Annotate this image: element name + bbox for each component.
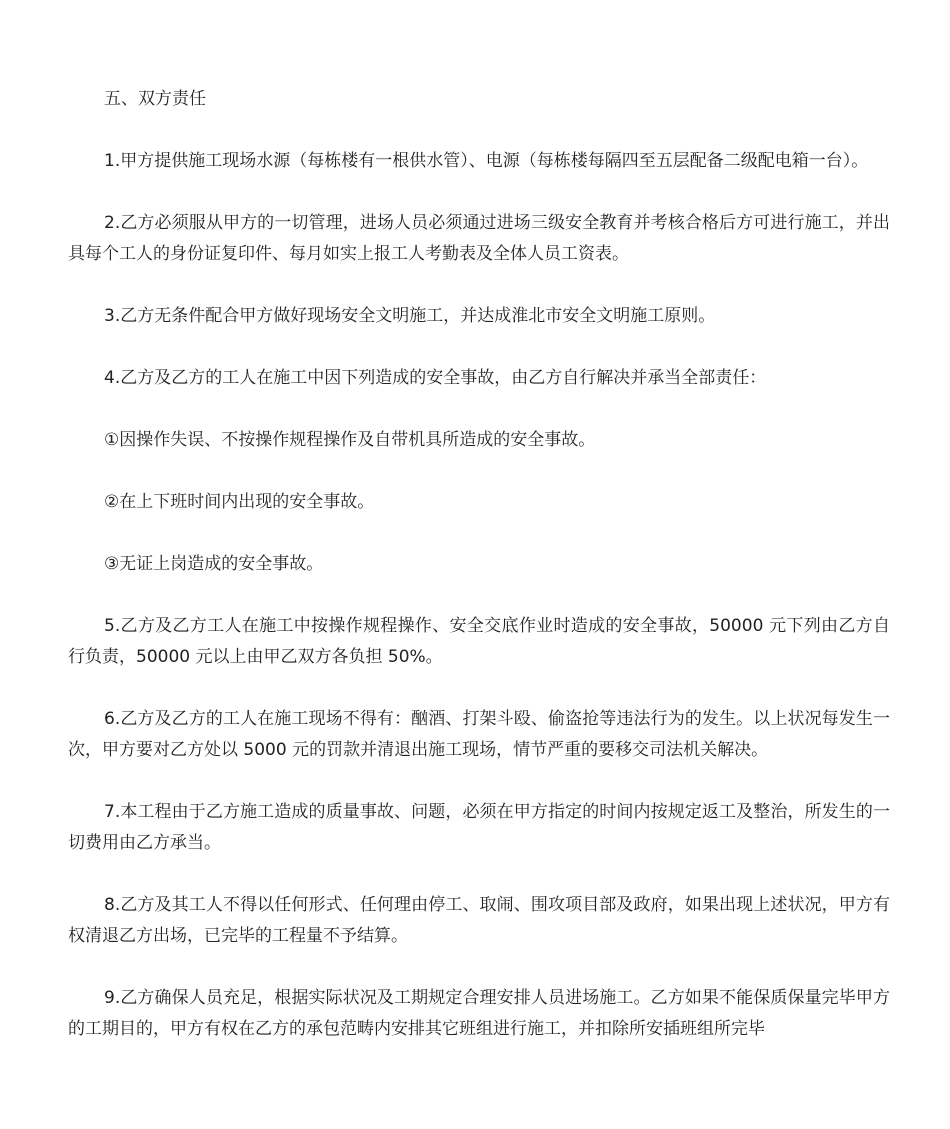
clause-2: 2.乙方必须服从甲方的一切管理，进场人员必须通过进场三级安全教育并考核合格后方可进行施工，并出具每个工人的身份证复印件、每月如实上报工人考勤表及全体人员工资表。 bbox=[68, 213, 890, 264]
clause-1: 1.甲方提供施工现场水源（每栋楼有一根供水管）、电源（每栋楼每隔四至五层配备二级配电箱一台）。 bbox=[104, 151, 869, 171]
clause-8: 8.乙方及其工人不得以任何形式、任何理由停工、取闹、围攻项目部及政府，如果出现上述状况，甲方有权清退乙方出场，已完毕的工程量不予结算。 bbox=[68, 895, 890, 946]
clause-4-item-2: ②在上下班时间内出现的安全事故。 bbox=[104, 492, 375, 512]
clause-4: 4.乙方及乙方的工人在施工中因下列造成的安全事故，由乙方自行解决并承当全部责任： bbox=[104, 368, 767, 388]
section-heading: 五、双方责任 bbox=[104, 89, 206, 109]
clause-6: 6.乙方及乙方的工人在施工现场不得有：酗酒、打架斗殴、偷盗抢等违法行为的发生。以上状况每发生一次，甲方要对乙方处以 5000 元的罚款并清退出施工现场，情节严重的要移交司法机关解决。 bbox=[68, 709, 890, 760]
clause-9: 9.乙方确保人员充足，根据实际状况及工期规定合理安排人员进场施工。乙方如果不能保质保量完毕甲方的工期目的，甲方有权在乙方的承包范畴内安排其它班组进行施工，并扣除所安插班组所完毕 bbox=[68, 988, 890, 1039]
clause-7: 7.本工程由于乙方施工造成的质量事故、问题，必须在甲方指定的时间内按规定返工及整治，所发生的一切费用由乙方承当。 bbox=[68, 802, 890, 853]
clause-3: 3.乙方无条件配合甲方做好现场安全文明施工，并达成淮北市安全文明施工原则。 bbox=[104, 306, 716, 326]
clause-5: 5.乙方及乙方工人在施工中按操作规程操作、安全交底作业时造成的安全事故，50000 元下列由乙方自行负责，50000 元以上由甲乙双方各负担 50%。 bbox=[68, 616, 890, 667]
document-body bbox=[68, 84, 890, 1076]
clause-4-item-3: ③无证上岗造成的安全事故。 bbox=[104, 554, 324, 574]
clause-4-item-1: ①因操作失误、不按操作规程操作及自带机具所造成的安全事故。 bbox=[104, 430, 596, 450]
